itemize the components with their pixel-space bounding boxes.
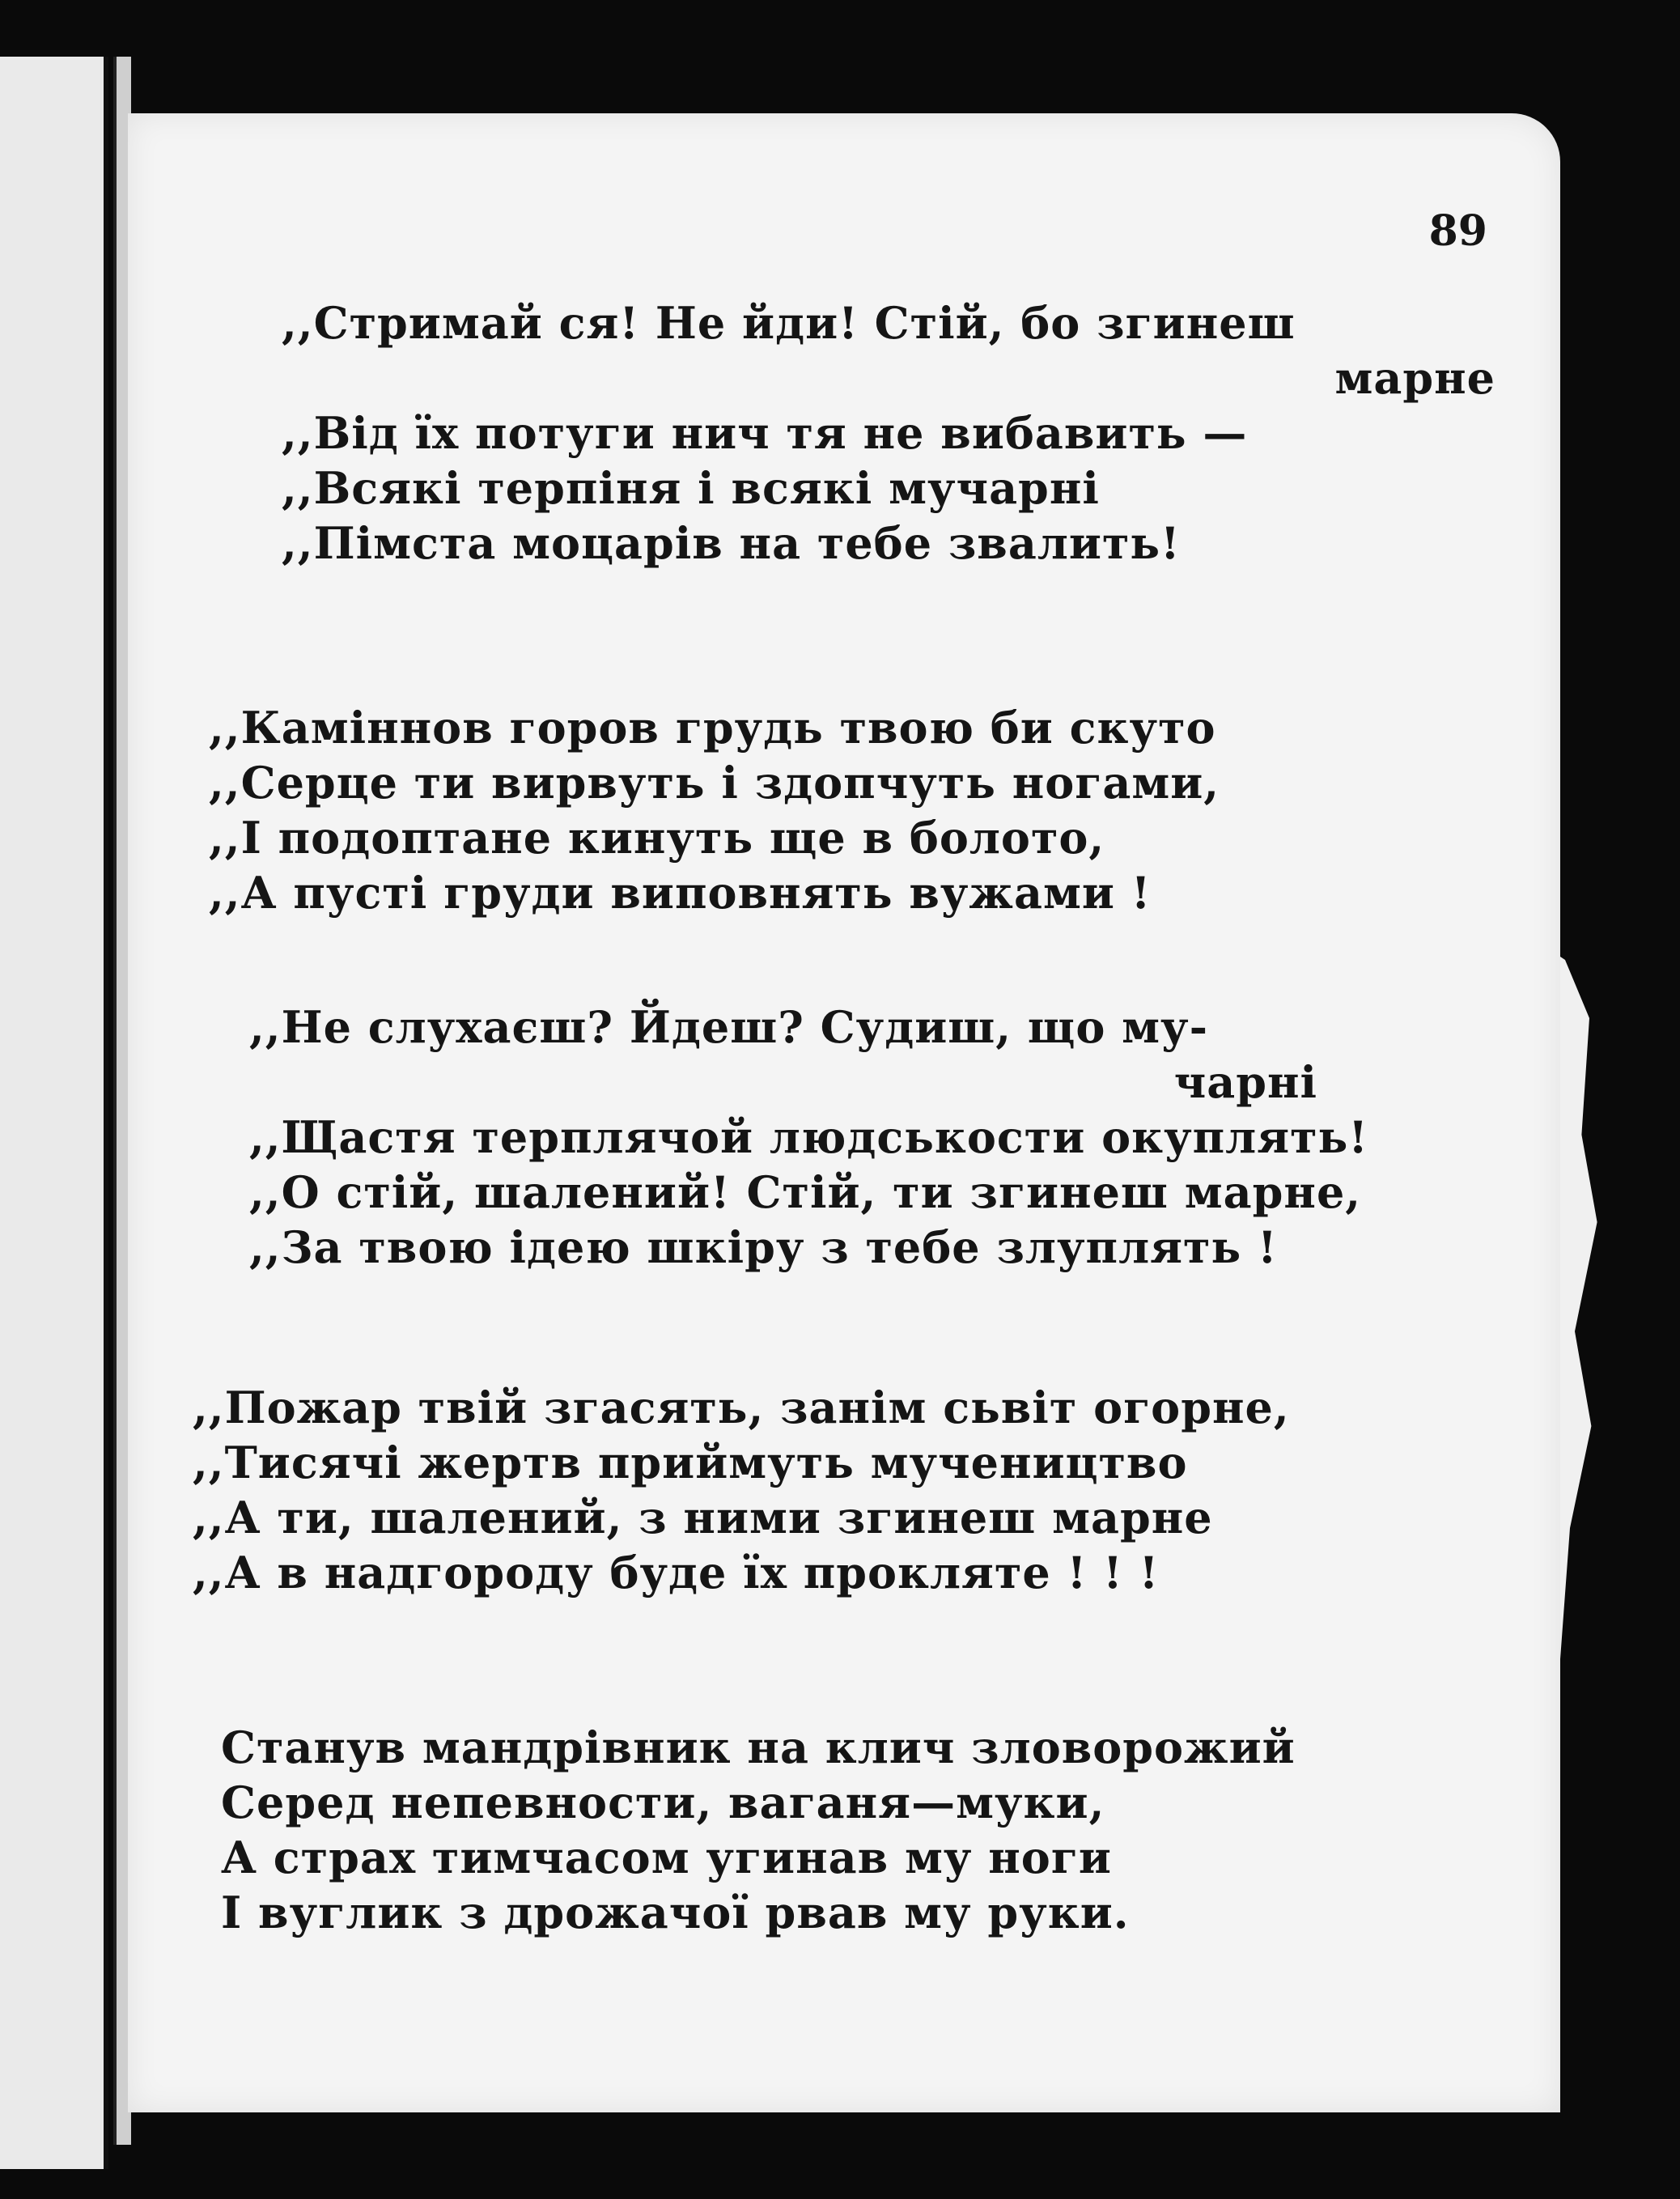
verse-line: І вуглик з дрожачої рвав му руки.	[221, 1887, 1130, 1938]
verse-line: ,,А пусті груди виповнять вужами !	[209, 867, 1152, 919]
verse-line: ,,Пімста моцарів на тебе звалить!	[282, 517, 1181, 569]
book-page	[128, 113, 1560, 2112]
verse-line: ,,Всякі терпіня і всякі мучарні	[282, 462, 1100, 514]
verse-line: А страх тимчасом угинав му ноги	[221, 1832, 1112, 1883]
stanza-2	[209, 700, 1423, 920]
verse-line: ,,Щастя терплячой людськости окуплять!	[249, 1111, 1368, 1163]
verse-line: Серед непевности, ваганя—муки,	[221, 1777, 1105, 1828]
verse-line: ,,Не слухаєш? Йдеш? Судиш, що му-	[249, 1001, 1209, 1053]
stanza-3	[249, 1000, 1368, 1275]
previous-page-edge	[0, 57, 108, 2169]
verse-line-continuation: чарні	[1173, 1056, 1317, 1108]
stanza-5	[221, 1720, 1435, 1940]
verse-line-continuation: марне	[1334, 352, 1495, 404]
stanza-4	[193, 1380, 1406, 1600]
verse-line: ,,О стій, шалений! Стій, ти згинеш марне,	[249, 1166, 1362, 1218]
stanza-1	[282, 295, 1495, 571]
verse-line: ,,Серце ти вирвуть і здопчуть ногами,	[209, 757, 1220, 809]
verse-line: ,,І подоптане кинуть ще в болото,	[209, 812, 1105, 864]
verse-line: ,,Від їх потуги нич тя не вибавить —	[282, 407, 1248, 459]
verse-line: ,,А ти, шалений, з ними згинеш марне	[193, 1492, 1213, 1543]
verse-line: Станув мандрівник на клич зловорожий	[221, 1721, 1296, 1773]
verse-line: ,,Пожар твій згасять, занім сьвіт огорне,	[193, 1382, 1290, 1433]
verse-line: ,,За твою ідею шкіру з тебе злуплять !	[249, 1221, 1278, 1273]
verse-line: ,,Стримай ся! Не йди! Стій, бо згинеш	[282, 297, 1296, 349]
verse-line: ,,А в надгороду буде їх прокляте ! ! !	[193, 1547, 1160, 1598]
verse-line: ,,Каміннов горов грудь твою би скуто	[209, 702, 1216, 754]
verse-line: ,,Тисячі жертв приймуть мучеництво	[193, 1437, 1188, 1488]
page-number: 89	[1428, 206, 1487, 256]
